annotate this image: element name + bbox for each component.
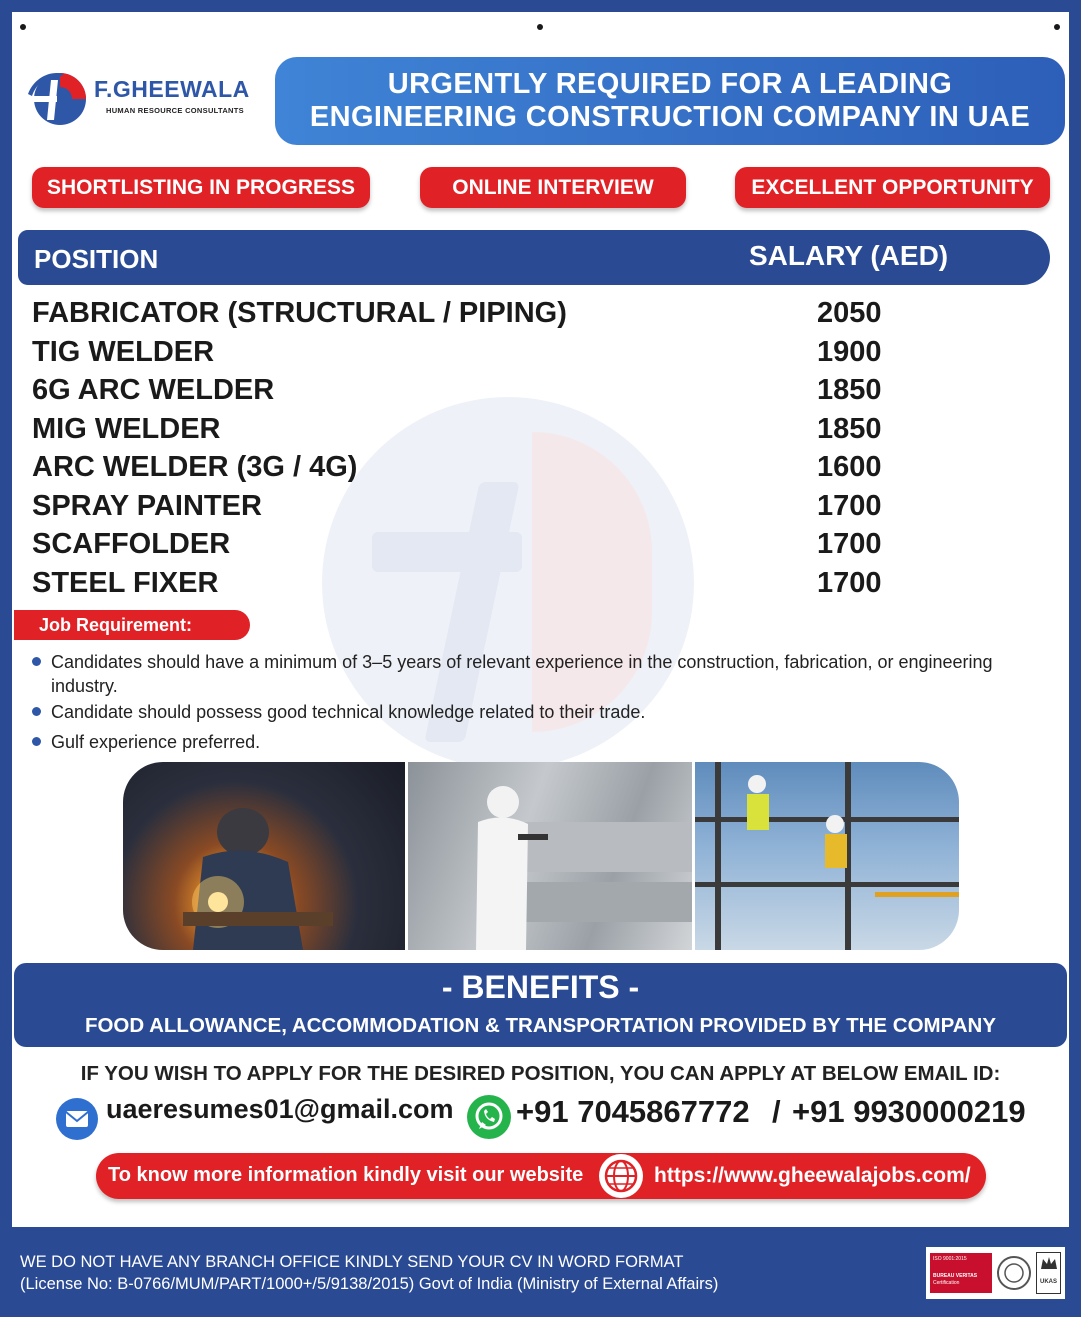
spray-painter-photo xyxy=(408,762,692,950)
salary-value: 1700 xyxy=(817,490,882,522)
content-panel xyxy=(12,12,1069,1227)
ukas-mark xyxy=(1036,1252,1061,1294)
salary-column-header: SALARY (AED) xyxy=(749,240,949,271)
pin-dot xyxy=(537,24,543,30)
badge-shortlisting: SHORTLISTING IN PROGRESS xyxy=(32,167,370,208)
crown-icon xyxy=(1037,1253,1060,1275)
position-column-header: POSITION xyxy=(34,244,159,274)
photo-strip xyxy=(123,762,959,950)
badge-online-interview: ONLINE INTERVIEW xyxy=(420,167,686,208)
table-row xyxy=(32,567,932,605)
apply-instruction: IF YOU WISH TO APPLY FOR THE DESIRED POSITION, YOU CAN APPLY AT BELOW EMAIL ID: xyxy=(80,1062,1001,1085)
salary-value: 1700 xyxy=(817,528,882,560)
salary-value: 1850 xyxy=(817,413,882,445)
footer-line-1: WE DO NOT HAVE ANY BRANCH OFFICE KINDLY SEND YOUR CV IN WORD FORMAT xyxy=(20,1253,684,1271)
headline-banner xyxy=(275,57,1065,145)
requirement-text: Candidate should possess good technical knowledge related to their trade. xyxy=(51,702,646,722)
position-name: TIG WELDER xyxy=(32,336,215,368)
scaffolder-photo xyxy=(695,762,959,950)
certification-sub-label: Certification xyxy=(933,1280,960,1286)
table-row xyxy=(32,451,932,489)
table-row xyxy=(32,297,932,335)
bureau-veritas-seal-icon xyxy=(996,1252,1032,1294)
website-link[interactable]: https://www.gheewalajobs.com/ xyxy=(654,1164,971,1187)
bullet-icon xyxy=(32,657,41,666)
pin-dot xyxy=(1054,24,1060,30)
salary-value: 1900 xyxy=(817,336,882,368)
phone-number-2[interactable]: +91 9930000219 xyxy=(792,1094,1026,1129)
pin-dot xyxy=(20,24,26,30)
company-logo xyxy=(24,64,264,134)
bullet-icon xyxy=(32,707,41,716)
iso-label: ISO 9001:2015 xyxy=(933,1256,967,1262)
position-name: FABRICATOR (STRUCTURAL / PIPING) xyxy=(32,297,567,329)
benefits-title: - BENEFITS - xyxy=(441,969,640,1005)
website-banner xyxy=(96,1153,986,1199)
whatsapp-icon xyxy=(467,1095,511,1139)
welder-photo xyxy=(123,762,405,950)
email-icon xyxy=(56,1098,98,1140)
salary-value: 2050 xyxy=(817,297,882,329)
headline-line-2: ENGINEERING CONSTRUCTION COMPANY IN UAE xyxy=(309,101,1031,133)
website-label: To know more information kindly visit our website xyxy=(108,1164,584,1186)
brand-name: GHEEWALA xyxy=(112,76,250,102)
benefits-banner xyxy=(14,963,1067,1047)
headline-line-1: URGENTLY REQUIRED FOR A LEADING xyxy=(387,68,953,100)
salary-value: 1600 xyxy=(817,451,882,483)
phone-separator: / xyxy=(772,1094,781,1129)
position-name: ARC WELDER (3G / 4G) xyxy=(32,451,358,483)
position-name: 6G ARC WELDER xyxy=(32,374,275,406)
brand-initial: F. xyxy=(94,76,113,102)
badge-excellent-opportunity: EXCELLENT OPPORTUNITY xyxy=(735,167,1050,208)
requirement-text: Gulf experience preferred. xyxy=(51,732,261,752)
table-row xyxy=(32,413,932,451)
scaffold-illustration xyxy=(695,762,959,950)
requirement-text: Candidates should have a minimum of 3–5 years of relevant experience in the construction, fabrication, or engineering industry. xyxy=(51,652,993,696)
benefits-detail: FOOD ALLOWANCE, ACCOMMODATION & TRANSPORTATION PROVIDED BY THE COMPANY xyxy=(84,1014,997,1037)
email-link[interactable]: uaeresumes01@gmail.com xyxy=(106,1094,454,1124)
position-name: SPRAY PAINTER xyxy=(32,490,262,522)
table-row xyxy=(32,490,932,528)
footer-license: (License No: B-0766/MUM/PART/1000+/5/9138/2015) Govt of India (Ministry of External Affairs) xyxy=(20,1275,719,1293)
bureau-veritas-label: BUREAU VERITAS xyxy=(933,1273,978,1279)
painter-illustration xyxy=(408,762,692,950)
job-requirement-title: Job Requirement: xyxy=(14,610,250,640)
position-name: SCAFFOLDER xyxy=(32,528,231,560)
bullet-icon xyxy=(32,737,41,746)
table-row xyxy=(32,336,932,374)
position-name: STEEL FIXER xyxy=(32,567,219,599)
brand-tagline: HUMAN RESOURCE CONSULTANTS xyxy=(106,106,244,115)
welder-illustration xyxy=(123,762,405,950)
salary-value: 1850 xyxy=(817,374,882,406)
globe-icon xyxy=(599,1154,643,1198)
table-row xyxy=(32,374,932,412)
table-row xyxy=(32,528,932,566)
salary-value: 1700 xyxy=(817,567,882,599)
certification-badge xyxy=(926,1247,1065,1299)
position-name: MIG WELDER xyxy=(32,413,221,445)
table-header xyxy=(18,230,1050,285)
phone-number-1[interactable]: +91 7045867772 xyxy=(516,1094,750,1129)
ukas-label: UKAS xyxy=(1039,1279,1057,1285)
gheewala-logo-icon xyxy=(24,64,94,134)
